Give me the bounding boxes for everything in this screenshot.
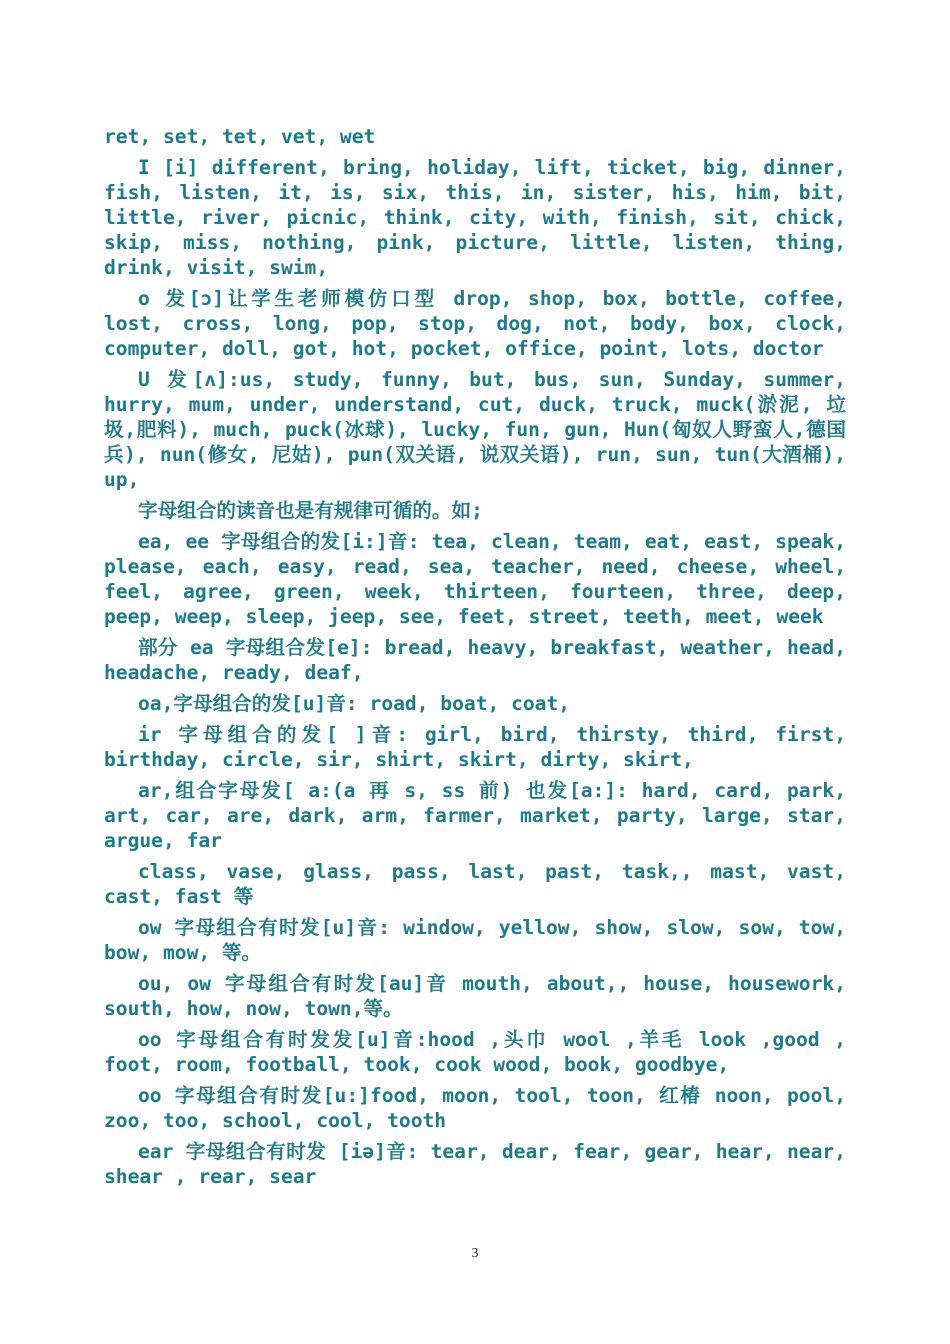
paragraph-2: I [i] different, bring, holiday, lift, ticket, big, dinner, fish, listen, it, is, six, this, in, sister, his, him, bit, little, river, picnic, think, city, with, finish, sit, chick, skip, miss, nothing, pink, picture, little, listen, thing, drink, visit, swim,: [104, 156, 846, 279]
paragraph-3: o 发[ɔ]让学生老师模仿口型 drop, shop, box, bottle, coffee, lost, cross, long, pop, stop, dog, not, body, box, clock, computer, doll, got, hot, pocket, office, point, lots, doctor: [104, 287, 846, 360]
paragraph-6: ea, ee 字母组合的发[i:]音: tea, clean, team, eat, east, speak, please, each, easy, read, sea, teacher, need, cheese, wheel, feel, agree, green, week, thirteen, fourteen, three, deep, peep, weep, sleep, jeep, see, feet, street, teeth, meet, week: [104, 530, 846, 628]
paragraph-12: ow 字母组合有时发[u]音: window, yellow, show, slow, sow, tow, bow, mow, 等。: [104, 916, 846, 964]
paragraph-4: U 发[ʌ]:us, study, funny, but, bus, sun, Sunday, summer, hurry, mum, under, understand, cut, duck, truck, muck(淤泥, 垃圾,肥料), much, puck(冰球), lucky, fun, gun, Hun(匈奴人野蛮人,德国兵), nun(修女, 尼姑), pun(双关语, 说双关语), run, sun, tun(大酒桶), up,: [104, 368, 846, 491]
paragraph-7: 部分 ea 字母组合发[e]: bread, heavy, breakfast, weather, head, headache, ready, deaf,: [104, 636, 846, 684]
paragraph-10: ar,组合字母发[ a:(a 再 s, ss 前) 也发[a:]: hard, card, park, art, car, are, dark, arm, farmer, market, party, large, star, argue, far: [104, 779, 846, 852]
paragraph-11: class, vase, glass, pass, last, past, task,, mast, vast, cast, fast 等: [104, 860, 846, 908]
paragraph-13: ou, ow 字母组合有时发[au]音 mouth, about,, house, housework, south, how, now, town,等。: [104, 972, 846, 1020]
paragraph-15: oo 字母组合有时发[u:]food, moon, tool, toon, 红椿 noon, pool, zoo, too, school, cool, tooth: [104, 1084, 846, 1132]
paragraph-16: ear 字母组合有时发 [iə]音: tear, dear, fear, gear, hear, near, shear , rear, sear: [104, 1140, 846, 1188]
paragraph-9: ir 字母组合的发[ ]音: girl, bird, thirsty, third, first, birthday, circle, sir, shirt, skirt, dirty, skirt,: [104, 723, 846, 771]
page-number: 3: [471, 1246, 479, 1261]
paragraph-5: 字母组合的读音也是有规律可循的。如;: [138, 499, 483, 522]
paragraph-8: oa,字母组合的发[u]音: road, boat, coat,: [138, 692, 571, 715]
paragraph-1: ret, set, tet, vet, wet: [104, 125, 376, 148]
paragraph-14: oo 字母组合有时发发[u]音:hood ,头巾 wool ,羊毛 look ,good , foot, room, football, took, cook wood, book, goodbye,: [104, 1028, 846, 1076]
page-content: [104, 124, 846, 1195]
